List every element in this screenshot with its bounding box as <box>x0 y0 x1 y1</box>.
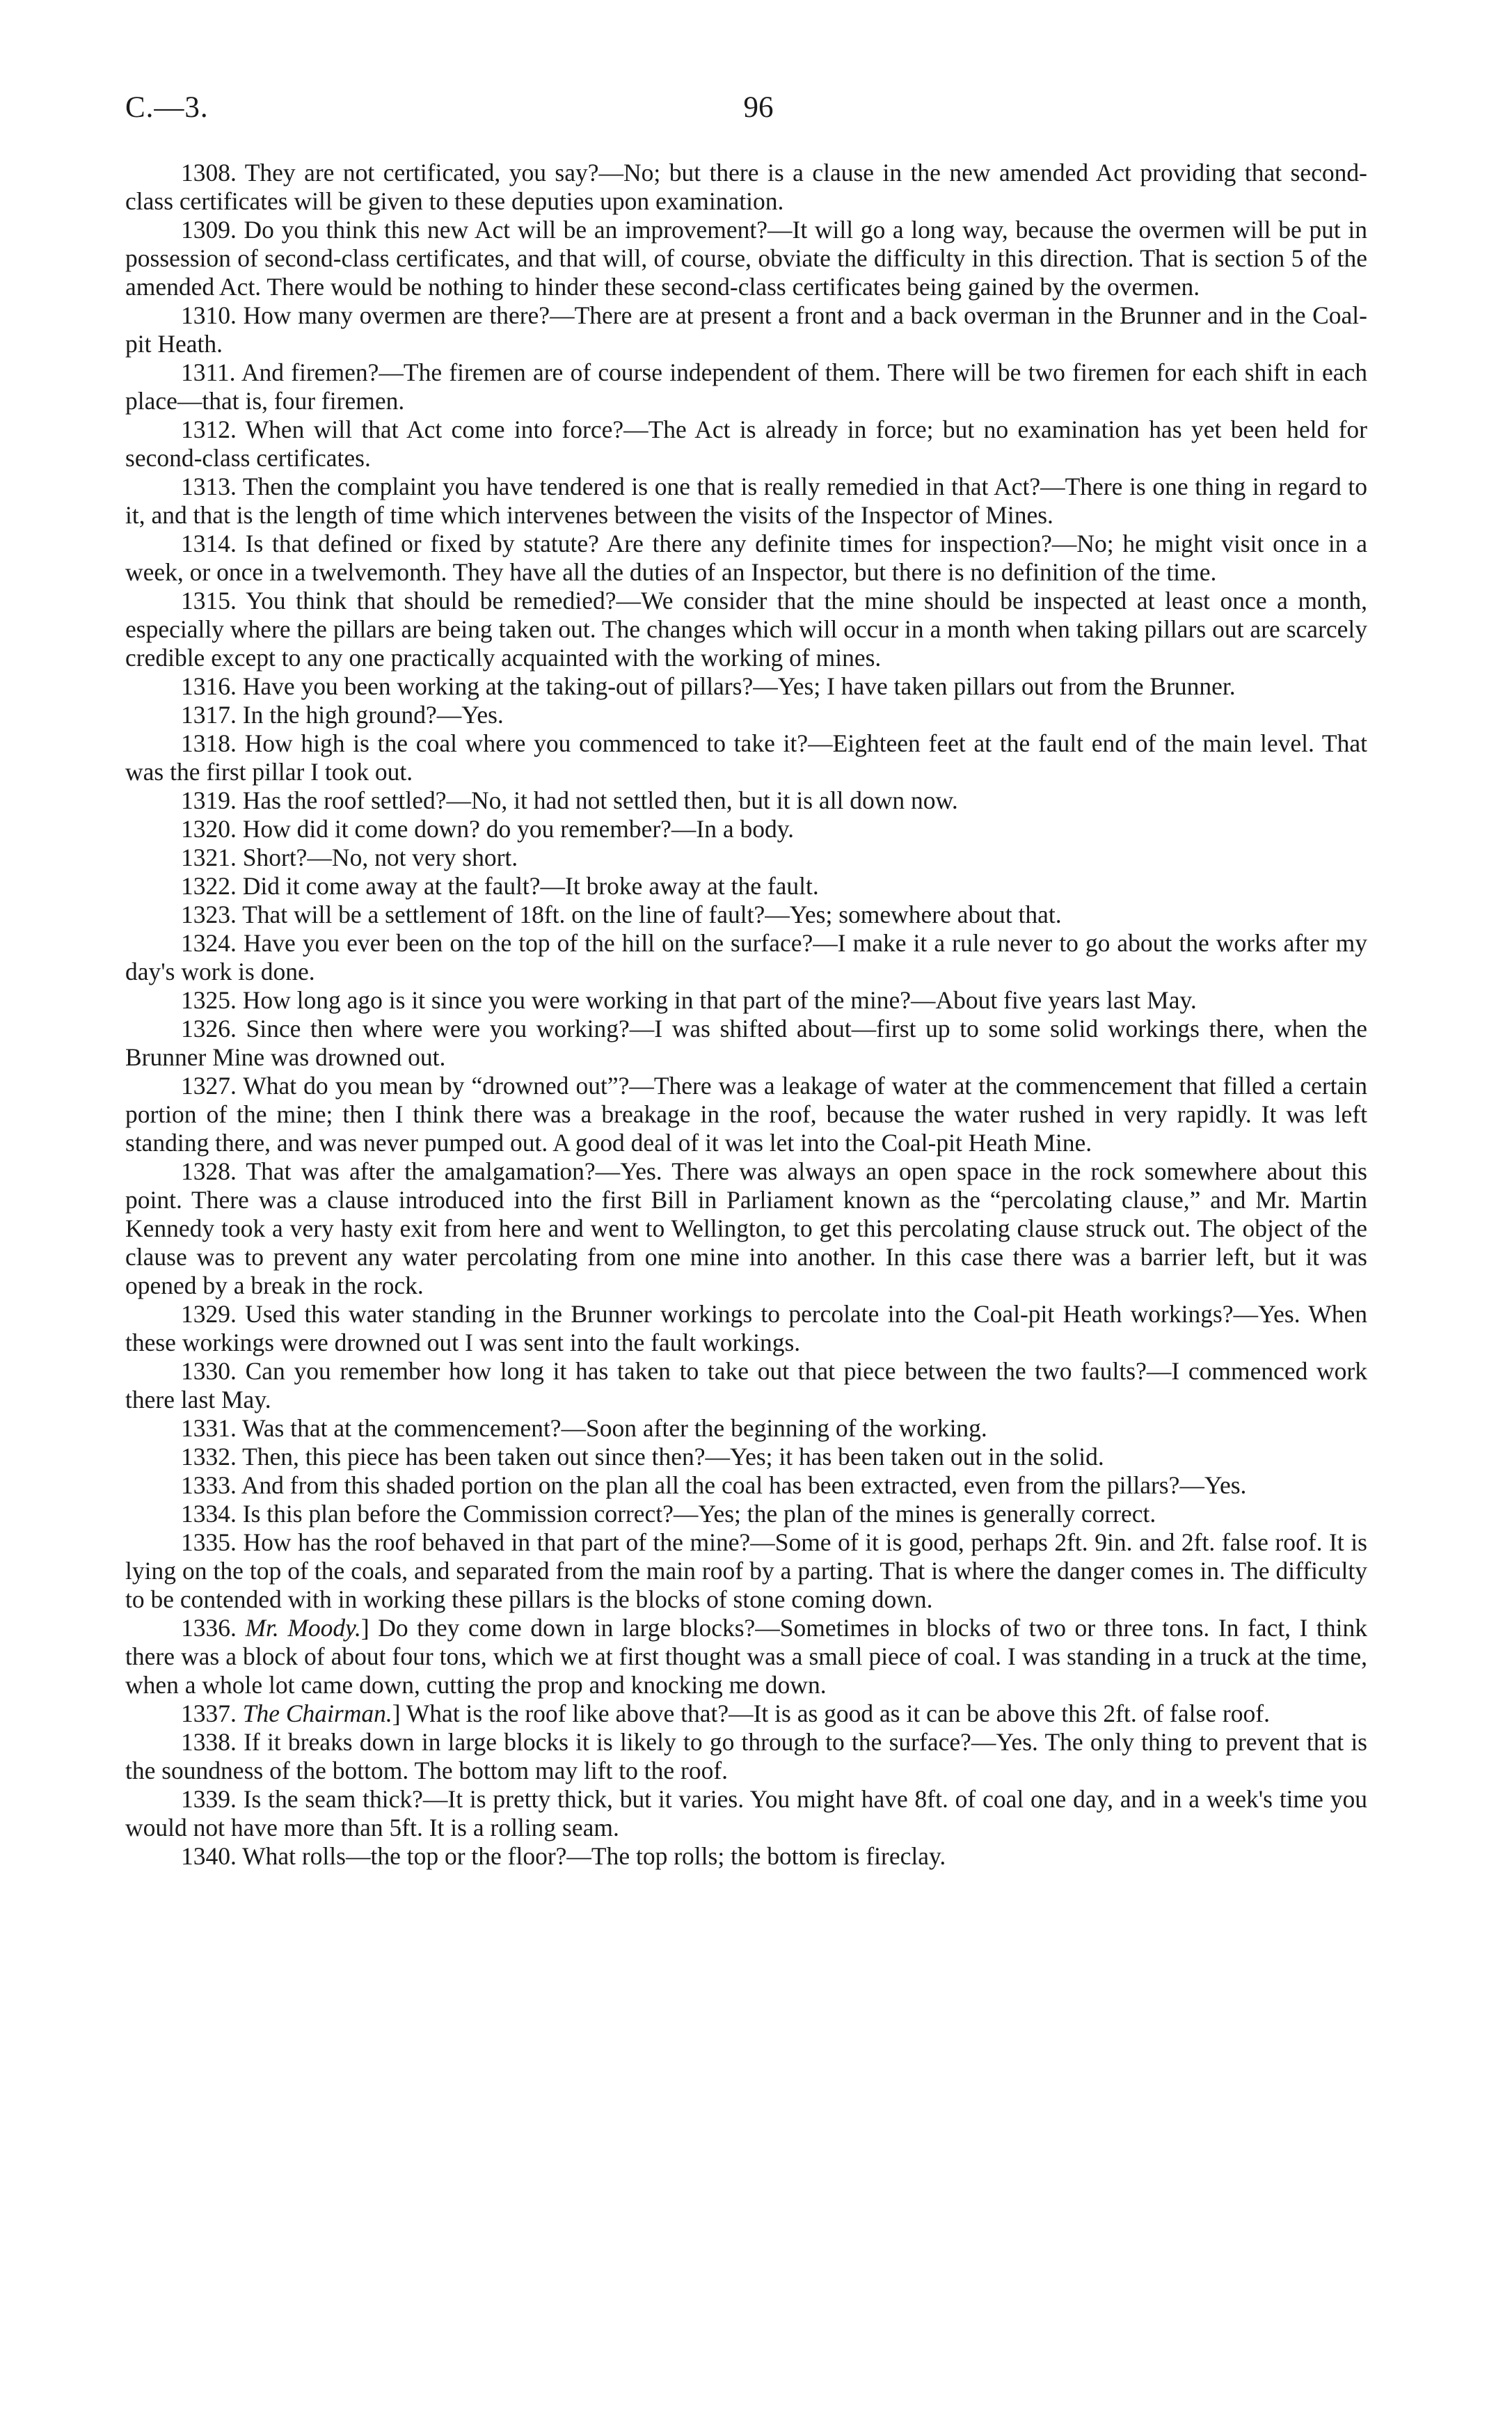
question-1331: 1331. Was that at the commencement?—Soon after the beginning of the working. <box>181 1414 987 1442</box>
question-1314: 1314. Is that defined or fixed by statute? Are there any definite times for inspection?—No; he might visit once in a week, or once in a twelvemonth. They have all the duties of an Inspector, but there is no definition of the time. <box>125 530 1367 586</box>
question-1337 <box>125 1699 1367 1728</box>
question-1335: 1335. How has the roof behaved in that part of the mine?—Some of it is good, perhaps 2ft. 9in. and 2ft. false roof. It is lying on the top of the coals, and separated from the main roof by a parting. That is where the danger comes in. The difficulty to be contended with in working these pillars is the blocks of stone coming down. <box>125 1528 1367 1613</box>
question-1309: 1309. Do you think this new Act will be an improvement?—It will go a long way, because the overmen will be put in possession of second-class certificates, and that will, of course, obviate the difficulty in this direction. That is section 5 of the amended Act. There would be nothing to hinder these second-class certificates being gained by the overmen. <box>125 216 1367 301</box>
question-1329: 1329. Used this water standing in the Brunner workings to percolate into the Coal-pit Heath workings?—Yes. When these workings were drowned out I was sent into the fault workings. <box>125 1300 1367 1356</box>
question-1328: 1328. That was after the amalgamation?—Yes. There was always an open space in the rock somewhere about this point. There was a clause introduced into the first Bill in Parliament known as the “percolating clause,” and Mr. Martin Kennedy took a very hasty exit from here and went to Wellington, to get this percolating clause struck out. The object of the clause was to prevent any water percolating from one mine into another. In this case there was a barrier left, but it was opened by a break in the rock. <box>125 1157 1367 1299</box>
question-1311: 1311. And firemen?—The firemen are of course independent of them. There will be two firemen for each shift in each place—that is, four firemen. <box>125 358 1367 415</box>
question-1313: 1313. Then the complaint you have tendered is one that is really remedied in that Act?—There is one thing in regard to it, and that is the length of time which intervenes between the visits of the Inspector of Mines. <box>125 473 1367 529</box>
question-1327: 1327. What do you mean by “drowned out”?—There was a leakage of water at the commencement that filled a certain portion of the mine; then I think there was a breakage in the roof, because the water rushed in very rapidly. It was left standing there, and was never pumped out. A good deal of it was let into the Coal-pit Heath Mine. <box>125 1072 1367 1157</box>
question-1325: 1325. How long ago is it since you were working in that part of the mine?—About five years last May. <box>181 986 1197 1014</box>
question-1319: 1319. Has the roof settled?—No, it had not settled then, but it is all down now. <box>181 786 958 814</box>
question-1326: 1326. Since then where were you working?—I was shifted about—first up to some solid workings there, when the Brunner Mine was drowned out. <box>125 1015 1367 1071</box>
question-1312: 1312. When will that Act come into force?—The Act is already in force; but no examination has yet been held for second-class certificates. <box>125 415 1367 472</box>
question-number: 1336. <box>181 1614 237 1642</box>
question-1320: 1320. How did it come down? do you remember?—In a body. <box>181 815 795 843</box>
speaker-name: The Chairman. <box>242 1699 392 1727</box>
page-number: 96 <box>743 91 774 124</box>
question-1322: 1322. Did it come away at the fault?—It broke away at the fault. <box>181 872 819 900</box>
question-1318: 1318. How high is the coal where you commenced to take it?—Eighteen feet at the fault end of the main level. That was the first pillar I took out. <box>125 729 1367 786</box>
question-1330: 1330. Can you remember how long it has taken to take out that piece between the two faults?—I commenced work there last May. <box>125 1357 1367 1413</box>
question-1334: 1334. Is this plan before the Commission correct?—Yes; the plan of the mines is generally correct. <box>181 1500 1156 1528</box>
question-1338: 1338. If it breaks down in large blocks it is likely to go through to the surface?—Yes. The only thing to prevent that is the soundness of the bottom. The bottom may lift to the roof. <box>125 1728 1367 1784</box>
question-1323: 1323. That will be a settlement of 18ft. on the line of fault?—Yes; somewhere about that. <box>181 901 1062 928</box>
question-text: ] Do they come down in large blocks?—Sometimes in blocks of two or three tons. In fact, I think there was a block of about four tons, which we at first thought was a small piece of coal. I was standing in a truck at the time, when a whole lot came down, cutting the prop and knocking me down. <box>125 1614 1368 1699</box>
question-1316: 1316. Have you been working at the taking-out of pillars?—Yes; I have taken pillars out from the Brunner. <box>181 672 1236 700</box>
question-1315: 1315. You think that should be remedied?—We consider that the mine should be inspected at least once a month, especially where the pillars are being taken out. The changes which will occur in a month when taking pillars out are scarcely credible except to any one practically acquainted with the working of mines. <box>125 587 1367 672</box>
question-1324: 1324. Have you ever been on the top of the hill on the surface?—I make it a rule never to go about the works after my day's work is done. <box>125 929 1367 985</box>
question-1340: 1340. What rolls—the top or the floor?—The top rolls; the bottom is fireclay. <box>181 1842 946 1870</box>
document-reference: C.—3. <box>125 91 209 124</box>
question-1333: 1333. And from this shaded portion on the plan all the coal has been extracted, even from the pillars?—Yes. <box>181 1471 1247 1499</box>
testimony-body <box>125 159 1367 1871</box>
question-1336 <box>125 1614 1367 1699</box>
question-1308: 1308. They are not certificated, you say?—No; but there is a clause in the new amended Act providing that second-class certificates will be given to these deputies upon examination. <box>125 159 1367 215</box>
question-1321: 1321. Short?—No, not very short. <box>181 843 518 871</box>
question-1317: 1317. In the high ground?—Yes. <box>181 701 504 729</box>
page-header <box>0 90 1512 132</box>
question-1339: 1339. Is the seam thick?—It is pretty thick, but it varies. You might have 8ft. of coal one day, and in a week's time you would not have more than 5ft. It is a rolling seam. <box>125 1785 1367 1841</box>
question-1310: 1310. How many overmen are there?—There are at present a front and a back overman in the Brunner and in the Coal-pit Heath. <box>125 301 1367 358</box>
speaker-name: Mr. Moody. <box>245 1614 361 1642</box>
question-text: ] What is the roof like above that?—It is as good as it can be above this 2ft. of false roof. <box>392 1699 1270 1727</box>
question-number: 1337. <box>181 1699 237 1727</box>
question-1332: 1332. Then, this piece has been taken out since then?—Yes; it has been taken out in the solid. <box>181 1443 1104 1471</box>
